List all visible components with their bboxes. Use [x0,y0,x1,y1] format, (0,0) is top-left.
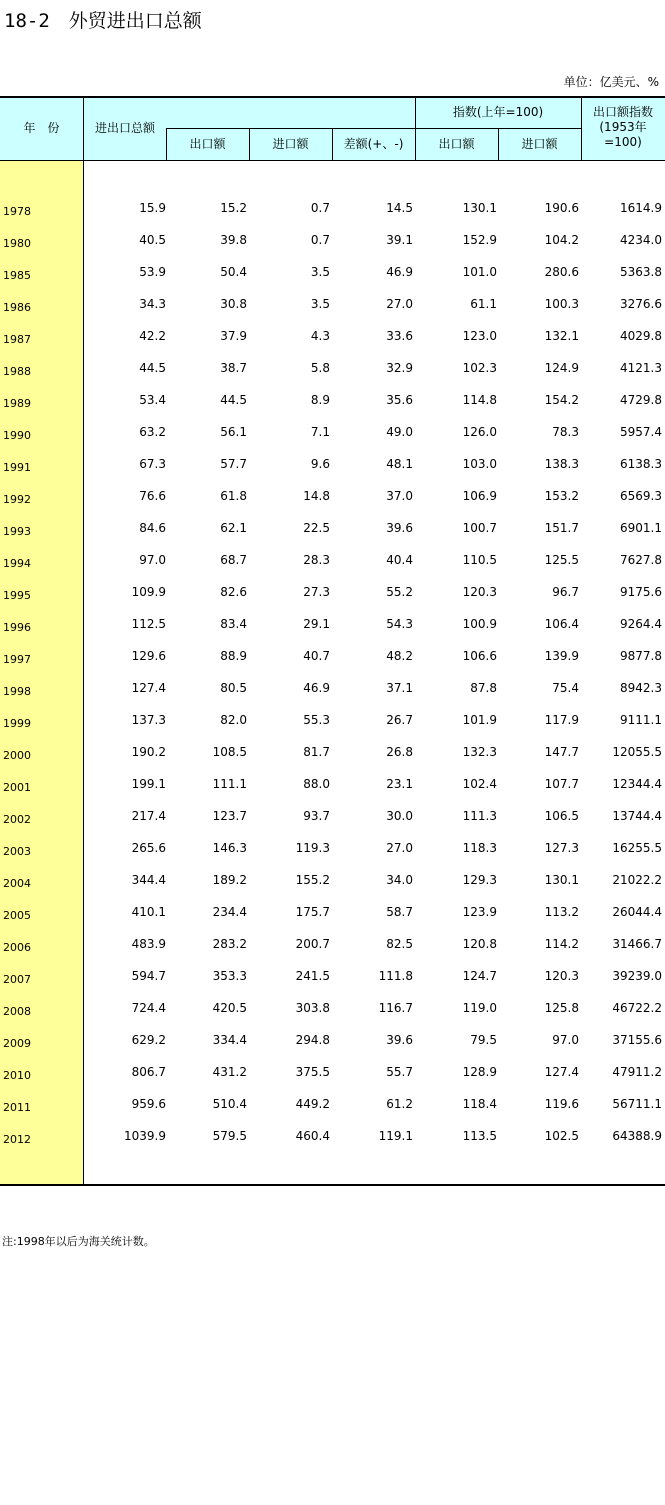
year-cell: 1989 [3,397,31,410]
table-row [0,1129,665,1161]
export-index-cell: 7627.8 [620,553,662,567]
balance-cell: 34.0 [386,873,413,887]
export-index-cell: 4121.3 [620,361,662,375]
index-export-cell: 61.1 [470,297,497,311]
index-import-cell: 75.4 [552,681,579,695]
table-row [0,425,665,457]
total-cell: 1039.9 [124,1129,166,1143]
table-row [0,329,665,361]
import-cell: 200.7 [295,937,330,951]
index-export-cell: 111.3 [462,809,497,823]
index-export-cell: 118.3 [462,841,497,855]
table-row [0,297,665,329]
header-export-index-base: =100) [604,135,642,149]
import-cell: 55.3 [303,713,330,727]
index-export-cell: 100.9 [462,617,497,631]
year-cell: 2006 [3,941,31,954]
import-cell: 93.7 [303,809,330,823]
balance-cell: 27.0 [386,297,413,311]
export-index-cell: 3276.6 [620,297,662,311]
export-cell: 123.7 [212,809,247,823]
index-export-cell: 114.8 [462,393,497,407]
index-export-cell: 87.8 [470,681,497,695]
index-import-cell: 106.5 [544,809,579,823]
import-cell: 3.5 [310,265,330,279]
index-import-cell: 117.9 [544,713,579,727]
export-index-cell: 6569.3 [620,489,662,503]
export-index-cell: 21022.2 [612,873,662,887]
export-index-cell: 47911.2 [612,1065,662,1079]
table-row [0,841,665,873]
export-index-cell: 9877.8 [620,649,662,663]
header-index-export: 出口额 [438,137,475,151]
balance-cell: 39.6 [386,1033,413,1047]
total-cell: 410.1 [131,905,166,919]
index-import-cell: 153.2 [544,489,579,503]
total-cell: 76.6 [139,489,166,503]
export-index-cell: 9175.6 [620,585,662,599]
import-cell: 0.7 [310,201,330,215]
export-cell: 146.3 [212,841,247,855]
export-index-cell: 6138.3 [620,457,662,471]
year-cell: 2010 [3,1069,31,1082]
table-row [0,777,665,809]
balance-cell: 49.0 [386,425,413,439]
export-cell: 353.3 [212,969,247,983]
index-export-cell: 100.7 [462,521,497,535]
table-row [0,649,665,681]
balance-cell: 33.6 [386,329,413,343]
import-cell: 375.5 [295,1065,330,1079]
export-index-cell: 8942.3 [620,681,662,695]
table-row [0,585,665,617]
total-cell: 127.4 [131,681,166,695]
total-cell: 137.3 [131,713,166,727]
year-cell: 1992 [3,493,31,506]
index-import-cell: 104.2 [544,233,579,247]
year-cell: 2004 [3,877,31,890]
import-cell: 46.9 [303,681,330,695]
total-cell: 190.2 [131,745,166,759]
table-row [0,233,665,265]
table-row [0,1065,665,1097]
index-export-cell: 106.6 [462,649,497,663]
import-cell: 119.3 [295,841,330,855]
total-cell: 97.0 [139,553,166,567]
index-import-cell: 119.6 [544,1097,579,1111]
header-top-border [0,96,665,98]
export-index-cell: 9111.1 [620,713,662,727]
table-row [0,681,665,713]
index-import-cell: 132.1 [544,329,579,343]
export-index-cell: 46722.2 [612,1001,662,1015]
header-bottom-border [0,160,665,161]
total-cell: 344.4 [131,873,166,887]
index-export-cell: 103.0 [462,457,497,471]
year-cell: 1994 [3,557,31,570]
year-cell: 2009 [3,1037,31,1050]
year-cell: 1988 [3,365,31,378]
import-cell: 460.4 [295,1129,330,1143]
export-cell: 510.4 [212,1097,247,1111]
export-cell: 56.1 [220,425,247,439]
table-row [0,1097,665,1129]
export-cell: 234.4 [212,905,247,919]
export-index-cell: 4029.8 [620,329,662,343]
index-import-cell: 120.3 [544,969,579,983]
import-cell: 0.7 [310,233,330,247]
import-cell: 28.3 [303,553,330,567]
header-total: 进出口总额 [94,121,155,135]
index-export-cell: 123.9 [462,905,497,919]
index-import-cell: 113.2 [544,905,579,919]
export-cell: 61.8 [220,489,247,503]
export-index-cell: 9264.4 [620,617,662,631]
export-cell: 88.9 [220,649,247,663]
export-cell: 420.5 [212,1001,247,1015]
index-import-cell: 114.2 [544,937,579,951]
balance-cell: 27.0 [386,841,413,855]
total-cell: 34.3 [139,297,166,311]
balance-cell: 26.8 [386,745,413,759]
index-import-cell: 280.6 [544,265,579,279]
export-cell: 82.6 [220,585,247,599]
year-cell: 2011 [3,1101,31,1114]
total-cell: 959.6 [131,1097,166,1111]
year-cell: 1993 [3,525,31,538]
export-cell: 108.5 [212,745,247,759]
index-import-cell: 125.8 [544,1001,579,1015]
header-year: 年 份 [23,121,60,135]
header-export-index-base: (1953年 [599,120,647,134]
year-cell: 1986 [3,301,31,314]
header-mid-border-1 [166,128,416,129]
balance-cell: 48.1 [386,457,413,471]
balance-cell: 46.9 [386,265,413,279]
total-cell: 53.4 [139,393,166,407]
index-export-cell: 102.3 [462,361,497,375]
index-import-cell: 124.9 [544,361,579,375]
import-cell: 5.8 [310,361,330,375]
unit-label: 单位：亿美元、% [563,75,659,89]
total-cell: 67.3 [139,457,166,471]
export-cell: 68.7 [220,553,247,567]
balance-cell: 30.0 [386,809,413,823]
import-cell: 449.2 [295,1097,330,1111]
index-import-cell: 138.3 [544,457,579,471]
export-index-cell: 1614.9 [620,201,662,215]
year-cell: 2003 [3,845,31,858]
index-import-cell: 127.3 [544,841,579,855]
year-cell: 1980 [3,237,31,250]
table-row [0,809,665,841]
import-cell: 29.1 [303,617,330,631]
index-export-cell: 152.9 [462,233,497,247]
index-export-cell: 120.8 [462,937,497,951]
table-row [0,745,665,777]
export-cell: 82.0 [220,713,247,727]
export-cell: 111.1 [212,777,247,791]
export-index-cell: 64388.9 [612,1129,662,1143]
year-cell: 1998 [3,685,31,698]
export-index-cell: 56711.1 [612,1097,662,1111]
balance-cell: 39.1 [386,233,413,247]
balance-cell: 32.9 [386,361,413,375]
index-import-cell: 106.4 [544,617,579,631]
total-cell: 109.9 [131,585,166,599]
table-row [0,361,665,393]
year-cell: 1996 [3,621,31,634]
index-export-cell: 123.0 [462,329,497,343]
year-cell: 1995 [3,589,31,602]
index-export-cell: 124.7 [462,969,497,983]
year-cell: 1987 [3,333,31,346]
index-import-cell: 78.3 [552,425,579,439]
total-cell: 44.5 [139,361,166,375]
table-row [0,521,665,553]
balance-cell: 37.1 [386,681,413,695]
year-cell: 2008 [3,1005,31,1018]
index-export-cell: 128.9 [462,1065,497,1079]
index-import-cell: 102.5 [544,1129,579,1143]
export-cell: 283.2 [212,937,247,951]
balance-cell: 39.6 [386,521,413,535]
balance-cell: 116.7 [378,1001,413,1015]
index-import-cell: 127.4 [544,1065,579,1079]
year-cell: 2005 [3,909,31,922]
table-row [0,1033,665,1065]
index-export-cell: 120.3 [462,585,497,599]
header-index-group: 指数(上年=100) [452,105,544,119]
page-title: 18-2 外贸进出口总额 [4,10,202,32]
export-index-cell: 26044.4 [612,905,662,919]
export-cell: 83.4 [220,617,247,631]
table-row [0,873,665,905]
balance-cell: 119.1 [378,1129,413,1143]
balance-cell: 54.3 [386,617,413,631]
import-cell: 175.7 [295,905,330,919]
export-cell: 80.5 [220,681,247,695]
index-export-cell: 130.1 [462,201,497,215]
year-cell: 1985 [3,269,31,282]
table-row [0,969,665,1001]
header-balance: 差额(+、-) [343,137,404,151]
index-export-cell: 118.4 [462,1097,497,1111]
import-cell: 4.3 [310,329,330,343]
import-cell: 155.2 [295,873,330,887]
index-export-cell: 113.5 [462,1129,497,1143]
balance-cell: 23.1 [386,777,413,791]
export-cell: 57.7 [220,457,247,471]
export-cell: 38.7 [220,361,247,375]
import-cell: 27.3 [303,585,330,599]
export-index-cell: 39239.0 [612,969,662,983]
total-cell: 265.6 [131,841,166,855]
total-cell: 40.5 [139,233,166,247]
export-cell: 15.2 [220,201,247,215]
index-import-cell: 96.7 [552,585,579,599]
balance-cell: 55.7 [386,1065,413,1079]
table-row [0,905,665,937]
index-export-cell: 101.0 [462,265,497,279]
index-import-cell: 151.7 [544,521,579,535]
import-cell: 8.9 [310,393,330,407]
export-cell: 39.8 [220,233,247,247]
total-cell: 42.2 [139,329,166,343]
balance-cell: 58.7 [386,905,413,919]
index-import-cell: 130.1 [544,873,579,887]
export-index-cell: 16255.5 [612,841,662,855]
import-cell: 22.5 [303,521,330,535]
import-cell: 40.7 [303,649,330,663]
table-row [0,201,665,233]
year-cell: 2012 [3,1133,31,1146]
export-cell: 579.5 [212,1129,247,1143]
year-cell: 1991 [3,461,31,474]
table-row [0,393,665,425]
table-row [0,457,665,489]
index-import-cell: 190.6 [544,201,579,215]
import-cell: 9.6 [310,457,330,471]
export-index-cell: 13744.4 [612,809,662,823]
year-cell: 1978 [3,205,31,218]
index-export-cell: 110.5 [462,553,497,567]
year-cell: 2007 [3,973,31,986]
total-cell: 483.9 [131,937,166,951]
import-cell: 241.5 [295,969,330,983]
index-export-cell: 129.3 [462,873,497,887]
table-row [0,617,665,649]
balance-cell: 37.0 [386,489,413,503]
import-cell: 7.1 [310,425,330,439]
import-cell: 81.7 [303,745,330,759]
export-index-cell: 12344.4 [612,777,662,791]
year-cell: 2001 [3,781,31,794]
balance-cell: 82.5 [386,937,413,951]
export-index-cell: 12055.5 [612,745,662,759]
index-export-cell: 126.0 [462,425,497,439]
balance-cell: 48.2 [386,649,413,663]
index-export-cell: 119.0 [462,1001,497,1015]
balance-cell: 55.2 [386,585,413,599]
export-index-cell: 4729.8 [620,393,662,407]
export-index-cell: 31466.7 [612,937,662,951]
balance-cell: 26.7 [386,713,413,727]
total-cell: 724.4 [131,1001,166,1015]
import-cell: 14.8 [303,489,330,503]
index-export-cell: 106.9 [462,489,497,503]
total-cell: 217.4 [131,809,166,823]
year-cell: 2000 [3,749,31,762]
total-cell: 806.7 [131,1065,166,1079]
total-cell: 84.6 [139,521,166,535]
header-export: 出口额 [189,137,226,151]
index-import-cell: 97.0 [552,1033,579,1047]
table-row [0,489,665,521]
export-index-cell: 37155.6 [612,1033,662,1047]
year-cell: 1997 [3,653,31,666]
year-cell: 2002 [3,813,31,826]
table-bottom-border [0,1184,665,1186]
export-cell: 189.2 [212,873,247,887]
table-row [0,937,665,969]
table-row [0,1001,665,1033]
index-export-cell: 102.4 [462,777,497,791]
balance-cell: 35.6 [386,393,413,407]
index-import-cell: 100.3 [544,297,579,311]
table-row [0,265,665,297]
header-export-index: 出口额指数 [592,105,653,119]
import-cell: 303.8 [295,1001,330,1015]
total-cell: 199.1 [131,777,166,791]
index-export-cell: 79.5 [470,1033,497,1047]
balance-cell: 14.5 [386,201,413,215]
export-cell: 37.9 [220,329,247,343]
total-cell: 53.9 [139,265,166,279]
balance-cell: 61.2 [386,1097,413,1111]
export-cell: 50.4 [220,265,247,279]
table-row [0,713,665,745]
export-index-cell: 4234.0 [620,233,662,247]
total-cell: 594.7 [131,969,166,983]
header-index-import: 进口额 [521,137,558,151]
total-cell: 629.2 [131,1033,166,1047]
balance-cell: 111.8 [378,969,413,983]
total-cell: 63.2 [139,425,166,439]
export-cell: 44.5 [220,393,247,407]
total-cell: 112.5 [131,617,166,631]
import-cell: 88.0 [303,777,330,791]
index-import-cell: 147.7 [544,745,579,759]
export-index-cell: 6901.1 [620,521,662,535]
total-cell: 15.9 [139,201,166,215]
export-cell: 62.1 [220,521,247,535]
year-cell: 1990 [3,429,31,442]
table-row [0,553,665,585]
index-import-cell: 154.2 [544,393,579,407]
footnote: 注:1998年以后为海关统计数。 [2,1235,155,1248]
import-cell: 3.5 [310,297,330,311]
export-cell: 334.4 [212,1033,247,1047]
export-cell: 30.8 [220,297,247,311]
export-index-cell: 5957.4 [620,425,662,439]
index-import-cell: 107.7 [544,777,579,791]
header-import: 进口额 [272,137,309,151]
export-index-cell: 5363.8 [620,265,662,279]
export-cell: 431.2 [212,1065,247,1079]
year-cell: 1999 [3,717,31,730]
index-import-cell: 139.9 [544,649,579,663]
total-cell: 129.6 [131,649,166,663]
import-cell: 294.8 [295,1033,330,1047]
index-export-cell: 132.3 [462,745,497,759]
index-import-cell: 125.5 [544,553,579,567]
balance-cell: 40.4 [386,553,413,567]
index-export-cell: 101.9 [462,713,497,727]
